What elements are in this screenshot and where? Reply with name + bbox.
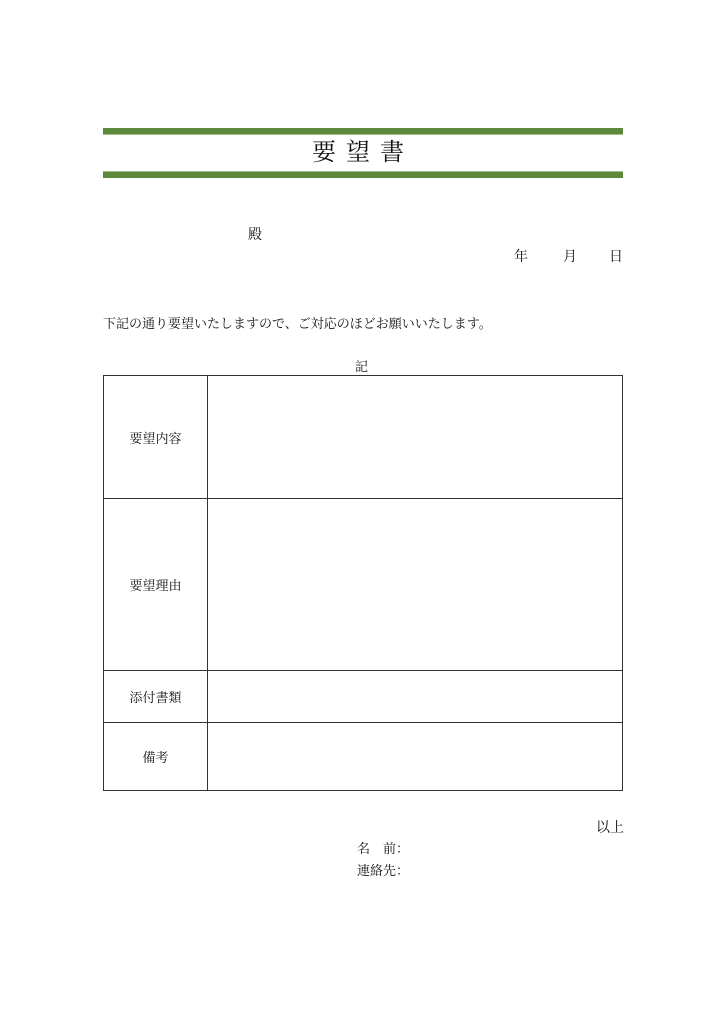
name-char-1: 名 [357, 842, 371, 857]
date-month-label: 月 [563, 249, 577, 265]
table-row-remarks [104, 722, 622, 790]
name-char-2: 前： [383, 842, 410, 857]
row-label: 要望理由 [104, 499, 208, 670]
request-reason-field[interactable] [208, 499, 622, 670]
title-rule-bottom [103, 171, 623, 178]
document-title: 要望書 [312, 138, 414, 166]
date-year-label: 年 [514, 249, 528, 265]
table-row-request-content [104, 376, 622, 498]
attachments-field[interactable] [208, 671, 622, 722]
row-label: 備考 [104, 723, 208, 790]
recipient-suffix: 殿 [248, 227, 262, 243]
remarks-field[interactable] [208, 723, 622, 790]
row-label: 要望内容 [104, 376, 208, 498]
closing-text: 以上 [596, 820, 624, 836]
request-table [103, 375, 623, 791]
signature-contact-label: 連絡先： [357, 864, 410, 879]
request-content-field[interactable] [208, 376, 622, 498]
signature-name-label [357, 838, 409, 857]
intro-text: 下記の通り要望いたしますので、ご対応のほどお願いいたします。 [103, 317, 492, 332]
row-label: 添付書類 [104, 671, 208, 722]
table-row-attachments [104, 670, 622, 722]
date-day-label: 日 [609, 249, 623, 265]
ki-heading: 記 [355, 360, 369, 375]
table-row-request-reason [104, 498, 622, 670]
